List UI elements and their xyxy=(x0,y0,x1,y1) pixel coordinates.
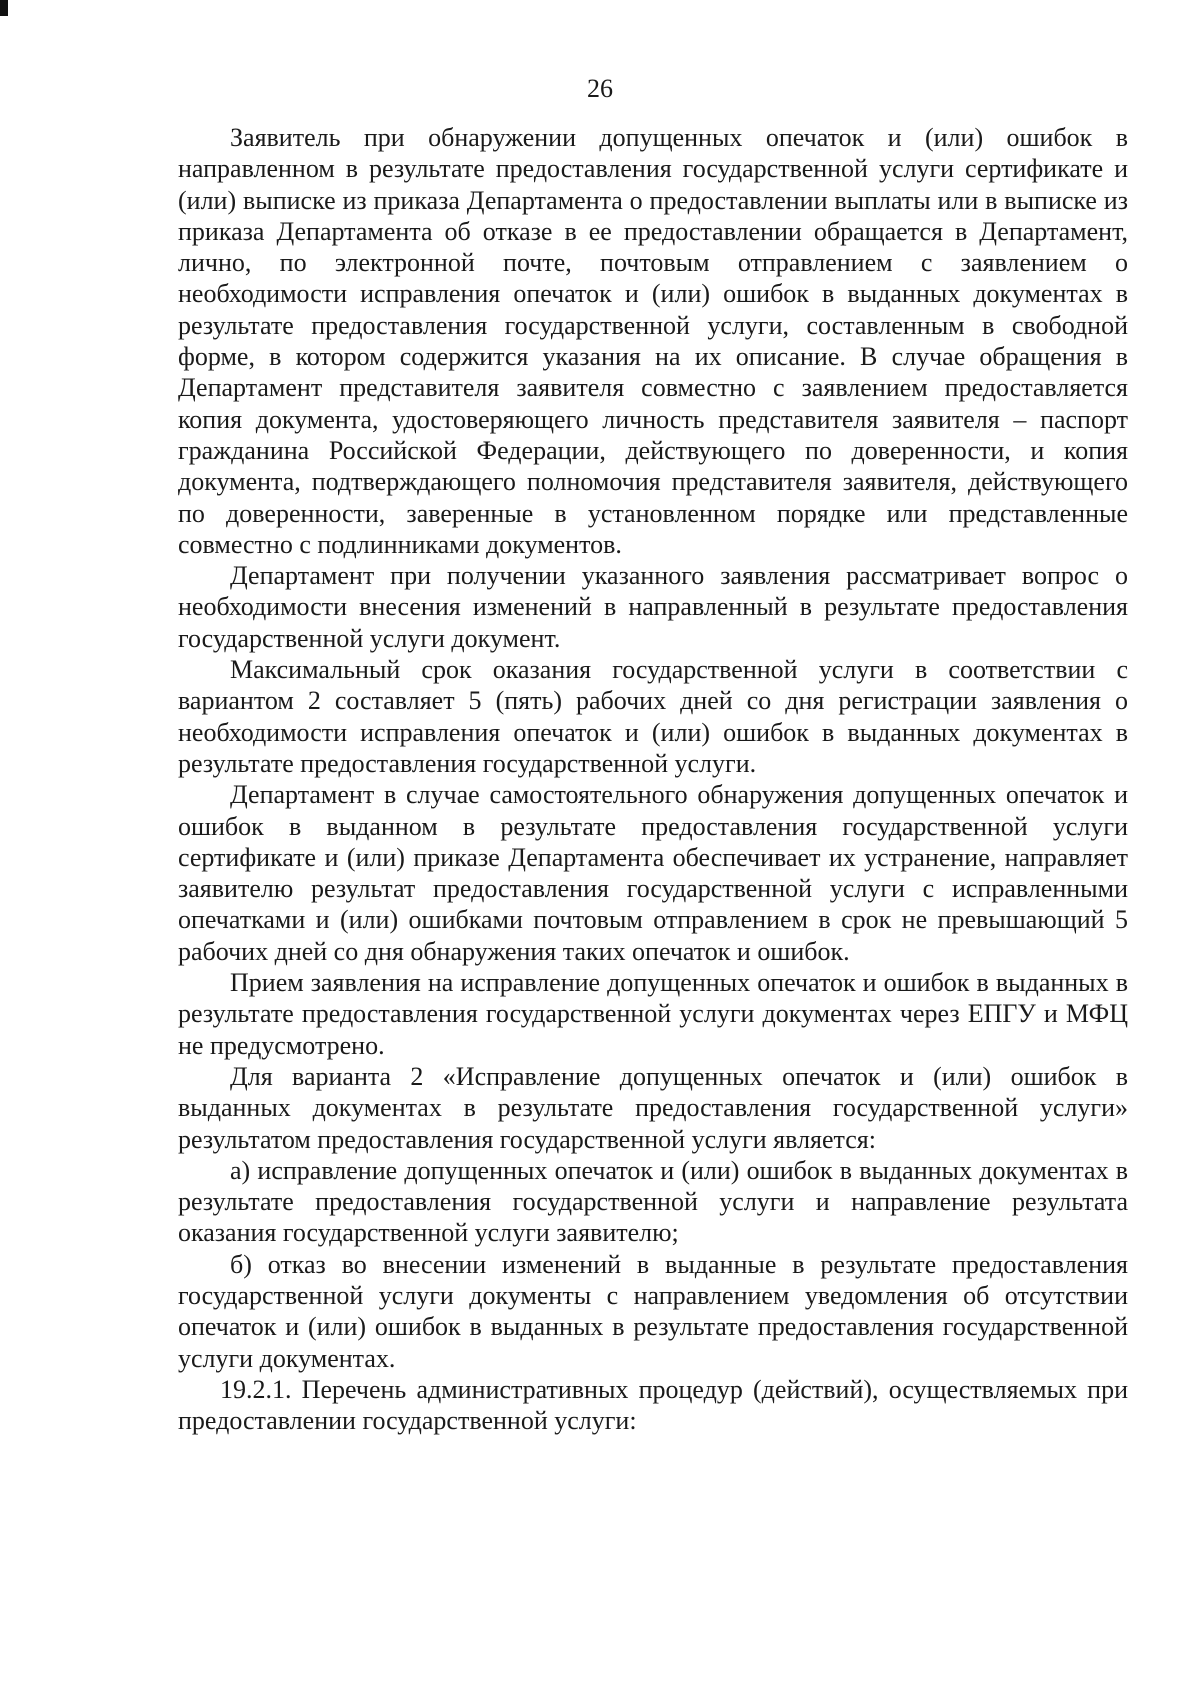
paragraph-department-review: Департамент при получении указанного заявления рассматривает вопрос о необходимости внесения изменений в направленный в результате предоставления государственной услуги документ. xyxy=(178,561,1128,653)
paragraph-max-term: Максимальный срок оказания государственной услуги в соответствии с вариантом 2 составляет 5 (пять) рабочих дней со дня регистрации заявления о необходимости исправления опечаток и (или) ошибок в выданных документах в результате предоставления государственной услуги. xyxy=(178,655,1128,778)
paragraph-result-a: а) исправление допущенных опечаток и (или) ошибок в выданных документах в результате предоставления государственной услуги и направление результата оказания государственной услуги заявителю; xyxy=(178,1155,1128,1248)
paragraph-variant-2-result: Для варианта 2 «Исправление допущенных опечаток и (или) ошибок в выданных документах в результате предоставления государственной услуги» результатом предоставления государственной услуги является: xyxy=(178,1061,1128,1154)
paragraph-applicant-request: Заявитель при обнаружении допущенных опечаток и (или) ошибок в направленном в результате предоставления государственной услуги сертификате и (или) выписке из приказа Департамента о предоставлении выплаты или в выписке из приказа Департамента об отказе в ее предоставлении обращается в Департамент, лично, по электронной почте, почтовым отправлением с заявлением о необходимости исправления опечаток и (или) ошибок в выданных документах в результате предоставления государственной услуги, составленным в свободной форме, в котором содержится указания на их описание. В случае обращения в Департамент представителя заявителя совместно с заявлением предоставляется копия документа, удостоверяющего личность представителя заявителя – паспорт гражданина Российской Федерации, действующего по доверенности, и копия документа, подтверждающего полномочия представителя заявителя, действующего по доверенности, заверенные в установленном порядке или представленные совместно с подлинниками документов. xyxy=(178,123,1128,559)
page-number: 26 xyxy=(587,74,613,103)
paragraph-self-detection: Департамент в случае самостоятельного обнаружения допущенных опечаток и ошибок в выданном в результате предоставления государственной услуги сертификате и (или) приказе Департамента обеспечивает их устранение, направляет заявителю результат предоставления государственной услуги с исправленными опечатками и (или) ошибками почтовым отправлением в срок не превышающий 5 рабочих дней со дня обнаружения таких опечаток и ошибок. xyxy=(178,780,1128,966)
document-body xyxy=(178,122,1128,1436)
paragraph-result-b: б) отказ во внесении изменений в выданные в результате предоставления государственной услуги документы с направлением уведомления об отсутствии опечаток и (или) ошибок в выданных в результате предоставления государственной услуги документах. xyxy=(178,1249,1128,1373)
paragraph-epgu-mfc: Прием заявления на исправление допущенных опечаток и ошибок в выданных в результате предоставления государственной услуги документах через ЕПГУ и МФЦ не предусмотрено. xyxy=(178,968,1128,1060)
scan-corner-mark xyxy=(0,0,8,16)
paragraph-procedures-list: 19.2.1. Перечень административных процедур (действий), осуществляемых при предоставлении государственной услуги: xyxy=(178,1374,1128,1436)
